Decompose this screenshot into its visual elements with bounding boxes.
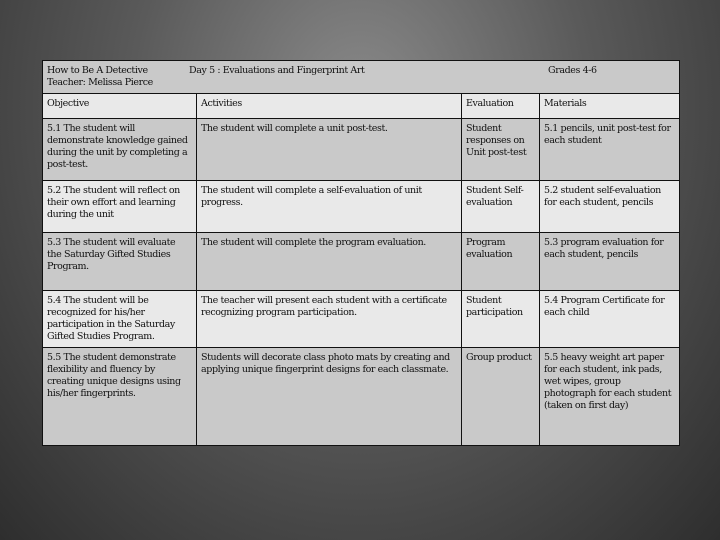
table-row	[43, 119, 680, 181]
unit-title: How to Be A Detective	[47, 65, 148, 76]
activity-cell: The student will complete a unit post-test.	[197, 119, 462, 181]
materials-cell: 5.1 pencils, unit post-test for each student	[540, 119, 680, 181]
evaluation-cell: Group product	[462, 348, 540, 446]
col-materials: Materials	[540, 94, 680, 119]
activity-cell: The student will complete a self-evaluation of unit progress.	[197, 181, 462, 233]
table-row	[43, 181, 680, 233]
materials-cell: 5.2 student self-evaluation for each student, pencils	[540, 181, 680, 233]
table-row	[43, 291, 680, 348]
objective-cell: 5.5 The student demonstrate flexibility and fluency by creating unique designs using his/her fingerprints.	[43, 348, 197, 446]
col-evaluation: Evaluation	[462, 94, 540, 119]
materials-cell: 5.5 heavy weight art paper for each student, ink pads, wet wipes, group photograph for each student (taken on first day)	[540, 348, 680, 446]
lesson-plan-table	[42, 60, 680, 446]
col-activities: Activities	[197, 94, 462, 119]
grades: Grades 4-6	[548, 65, 597, 76]
column-header-row	[43, 94, 680, 119]
objective-cell: 5.3 The student will evaluate the Saturday Gifted Studies Program.	[43, 233, 197, 291]
evaluation-cell: Student responses on Unit post-test	[462, 119, 540, 181]
evaluation-cell: Student Self-evaluation	[462, 181, 540, 233]
activity-cell: The student will complete the program evaluation.	[197, 233, 462, 291]
evaluation-cell: Program evaluation	[462, 233, 540, 291]
col-objective: Objective	[43, 94, 197, 119]
activity-cell: The teacher will present each student with a certificate recognizing program participation.	[197, 291, 462, 348]
title-row	[43, 61, 680, 94]
materials-cell: 5.3 program evaluation for each student, pencils	[540, 233, 680, 291]
objective-cell: 5.4 The student will be recognized for his/her participation in the Saturday Gifted Studies Program.	[43, 291, 197, 348]
objective-cell: 5.1 The student will demonstrate knowledge gained during the unit by completing a post-test.	[43, 119, 197, 181]
table-row	[43, 348, 680, 446]
objective-cell: 5.2 The student will reflect on their own effort and learning during the unit	[43, 181, 197, 233]
teacher-name: Teacher: Melissa Pierce	[47, 77, 153, 88]
table-row	[43, 233, 680, 291]
materials-cell: 5.4 Program Certificate for each child	[540, 291, 680, 348]
evaluation-cell: Student participation	[462, 291, 540, 348]
day-title: Day 5 : Evaluations and Fingerprint Art	[189, 65, 365, 76]
activity-cell: Students will decorate class photo mats by creating and applying unique fingerprint designs for each classmate.	[197, 348, 462, 446]
